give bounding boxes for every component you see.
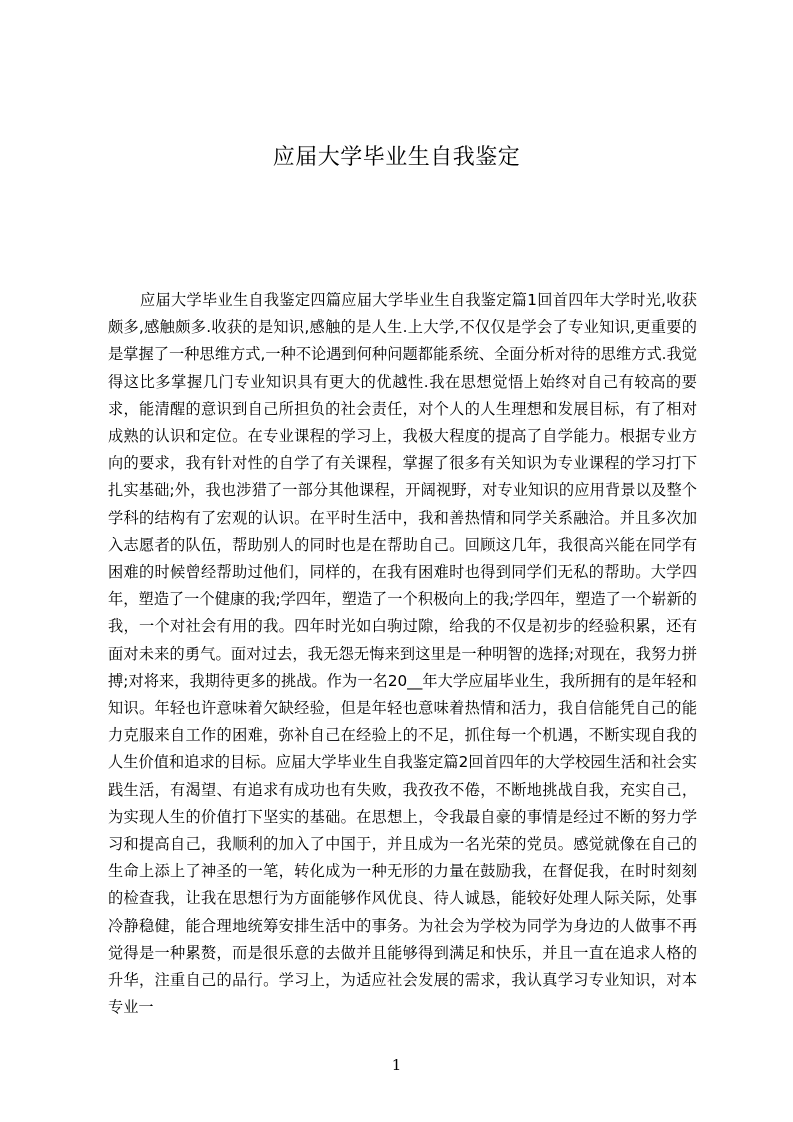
- document-title: 应届大学毕业生自我鉴定: [272, 145, 521, 170]
- page-number: 1: [391, 1056, 402, 1074]
- document-body-paragraph: 应届大学毕业生自我鉴定四篇应届大学毕业生自我鉴定篇1回首四年大学时光,收获颇多,感触颇多.收获的是知识,感触的是人生.上大学,不仅仅是学会了专业知识,更重要的是掌握了一种思维方式,一种不论遇到何种问题都能系统、全面分析对待的思维方式.我觉得这比多掌握几门专业知识具有更大的优越性.我在思想觉悟上始终对自己有较高的要求，能清醒的意识到自己所担负的社会责任，对个人的人生理想和发展目标，有了相对成熟的认识和定位。在专业课程的学习上，我极大程度的提高了自学能力。根据专业方向的要求，我有针对性的自学了有关课程，掌握了很多有关知识为专业课程的学习打下扎实基础;外，我也涉猎了一部分其他课程，开阔视野，对专业知识的应用背景以及整个学科的结构有了宏观的认识。在平时生活中，我和善热情和同学关系融洽。并且多次加入志愿者的队伍，帮助别人的同时也是在帮助自己。回顾这几年，我很高兴能在同学有困难的时候曾经帮助过他们，同样的，在我有困难时也得到同学们无私的帮助。大学四年，塑造了一个健康的我;学四年，塑造了一个积极向上的我;学四年，塑造了一个崭新的我，一个对社会有用的我。四年时光如白驹过隙，给我的不仅是初步的经验积累，还有面对未来的勇气。面对过去，我无怨无悔来到这里是一种明智的选择;对现在，我努力拼搏;对将来，我期待更多的挑战。作为一名20__年大学应届毕业生，我所拥有的是年轻和知识。年轻也许意味着欠缺经验，但是年轻也意味着热情和活力，我自信能凭自己的能力克服来自工作的困难，弥补自己在经验上的不足，抓住每一个机遇，不断实现自我的人生价值和追求的目标。应届大学毕业生自我鉴定篇2回首四年的大学校园生活和社会实践生活，有渴望、有追求有成功也有失败，我孜孜不倦，不断地挑战自我，充实自己，为实现人生的价值打下坚实的基础。在思想上，令我最自豪的事情是经过不断的努力学习和提高自己，我顺利的加入了中国于，并且成为一名光荣的党员。感觉就像在自己的生命上添上了神圣的一笔，转化成为一种无形的力量在鼓励我，在督促我，在时时刻刻的检查我，让我在思想行为方面能够作风优良、待人诚恳，能较好处理人际关际，处事冷静稳健，能合理地统筹安排生活中的事务。为社会为学校为同学为身边的人做事不再觉得是一种累赘，而是很乐意的去做并且能够得到满足和快乐，并且一直在追求人格的升华，注重自己的品行。学习上，为适应社会发展的需求，我认真学习专业知识，对本专业一: [108, 291, 697, 1017]
